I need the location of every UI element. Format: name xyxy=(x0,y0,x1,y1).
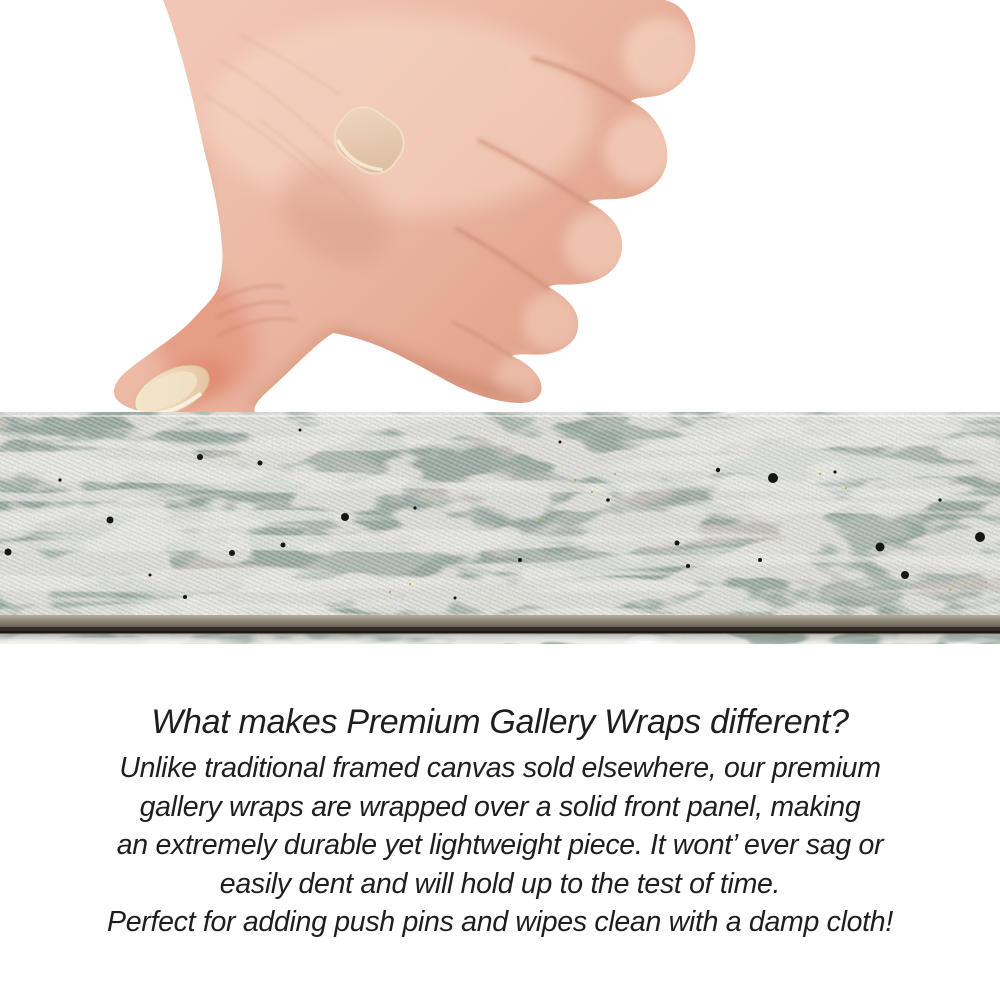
canvas-face xyxy=(0,415,1000,615)
canvas-shadow xyxy=(0,634,1000,643)
body-copy xyxy=(0,749,1000,942)
body-line-1: Unlike traditional framed canvas sold elsewhere, our premium xyxy=(119,752,881,784)
body-line-3: an extremely durable yet lightweight piece. It wont’ ever sag or xyxy=(116,829,884,861)
body-line-5: Perfect for adding push pins and wipes clean with a damp cloth! xyxy=(107,906,893,938)
marketing-copy xyxy=(0,700,1000,942)
canvas-strip-photo xyxy=(0,412,1000,644)
headline: What makes Premium Gallery Wraps different? xyxy=(151,703,849,741)
canvas-edge xyxy=(0,615,1000,634)
hand-photo xyxy=(100,0,720,418)
body-line-4: easily dent and will hold up to the test of time. xyxy=(219,867,781,900)
body-line-2: gallery wraps are wrapped over a solid front panel, making xyxy=(139,790,861,823)
